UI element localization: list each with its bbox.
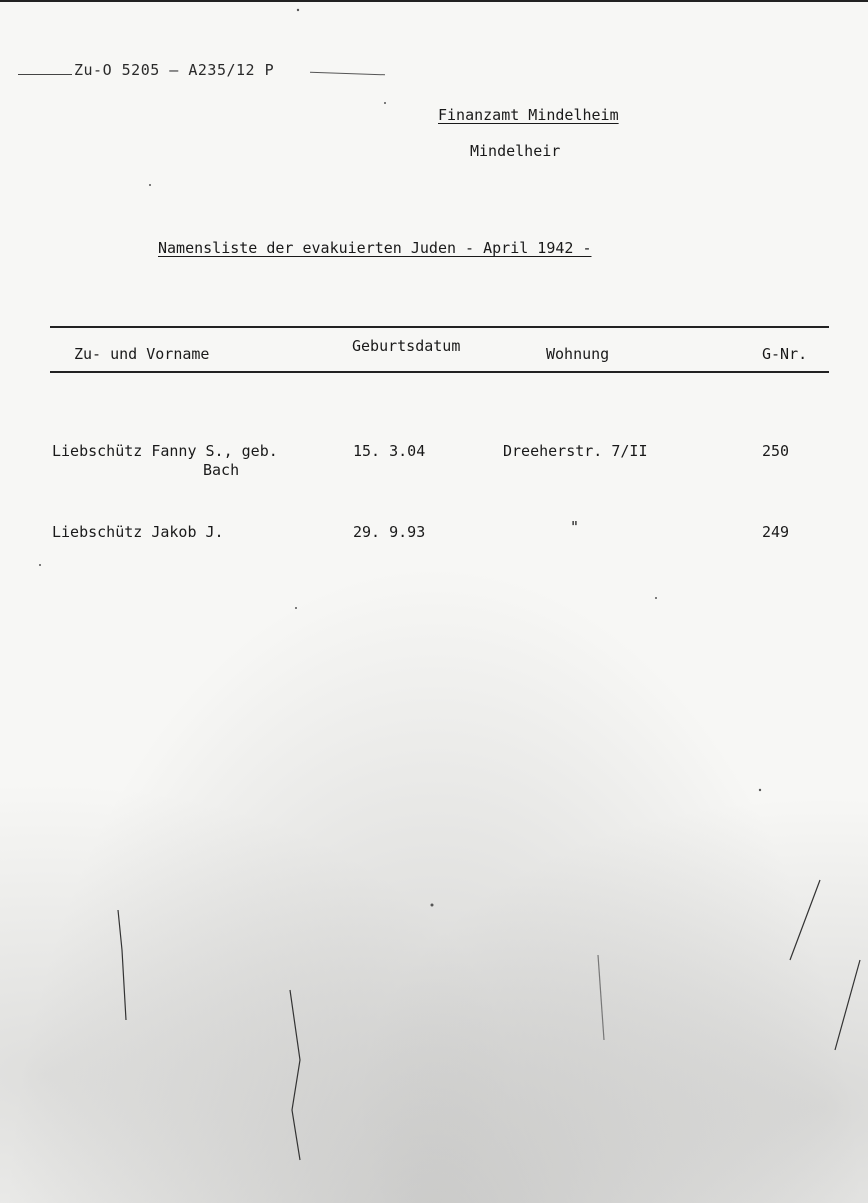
row-2-name: Liebschütz Jakob J. [52,523,224,541]
row-1-birth-date: 15. 3.04 [353,442,426,460]
speck [384,102,386,104]
speck [297,9,299,11]
header-residence: Wohnung [546,345,610,363]
scratch-mark [598,955,604,1040]
speck [149,184,151,186]
row-1-name-continued: Bach [203,461,240,479]
scratch-mark [118,910,126,1020]
scratch-mark [290,990,300,1160]
header-name: Zu- und Vorname [74,345,210,363]
header-g-number: G-Nr. [762,345,808,363]
office-name: Finanzamt Mindelheim [438,106,619,124]
speck [655,597,657,599]
page-title: Namensliste der evakuierten Juden - April 1942 - [158,239,592,257]
header-birth-date: Geburtsdatum [352,337,461,355]
row-2-birth-date: 29. 9.93 [353,523,426,541]
reference-number: Zu-O 5205 — A235/12 P [74,61,275,79]
speck [431,904,434,907]
table-rule-bottom [50,371,829,373]
speck [39,564,41,566]
speck [295,607,297,609]
office-city: Mindelheir [470,142,561,160]
scratch-mark [835,960,860,1050]
row-2-g-number: 249 [762,523,790,541]
row-2-residence: " [570,518,580,536]
speck [759,789,761,791]
row-1-residence: Dreeherstr. 7/II [503,442,648,460]
row-1-name: Liebschütz Fanny S., geb. [52,442,278,460]
row-1-g-number: 250 [762,442,790,460]
scratch-mark [790,880,820,960]
reference-dash-left [18,74,72,75]
table-rule-top [50,326,829,328]
